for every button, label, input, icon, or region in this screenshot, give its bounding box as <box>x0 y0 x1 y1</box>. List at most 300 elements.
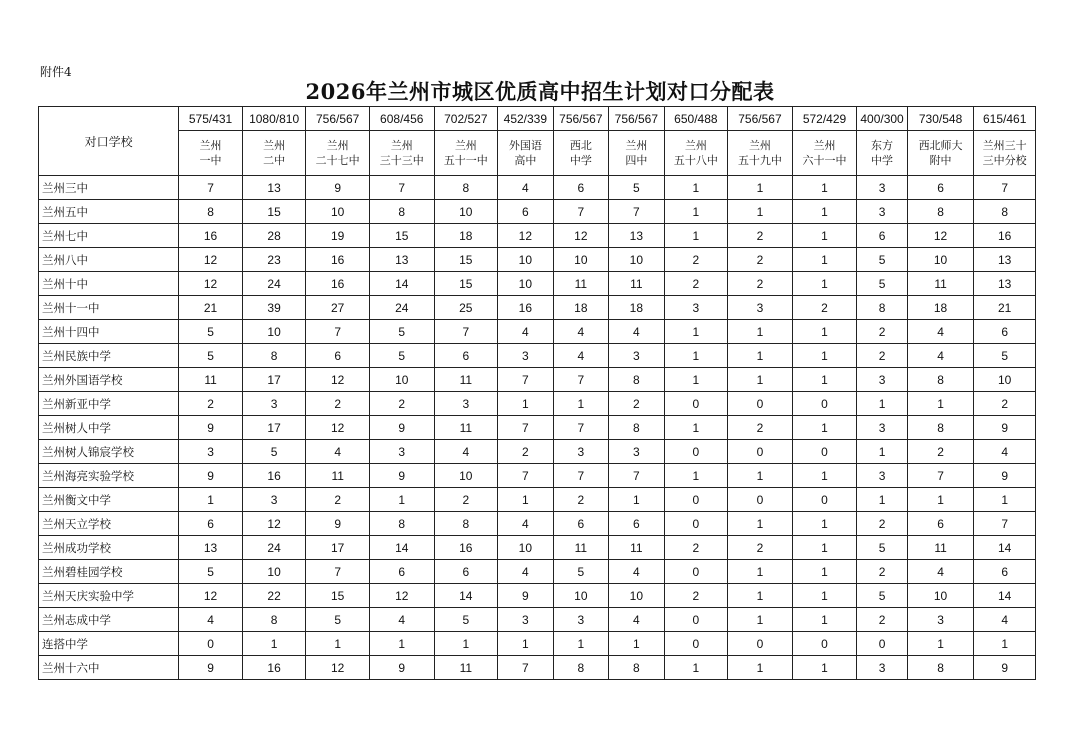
allocation-cell: 8 <box>907 416 974 440</box>
allocation-cell: 4 <box>974 440 1036 464</box>
page-title: 2026年兰州市城区优质高中招生计划对口分配表 <box>305 79 775 104</box>
source-school-cell: 兰州天庆实验中学 <box>39 584 179 608</box>
allocation-cell: 5 <box>974 344 1036 368</box>
allocation-cell: 8 <box>242 344 306 368</box>
quota-header-cell: 730/548 <box>907 107 974 131</box>
allocation-cell: 1 <box>369 488 434 512</box>
allocation-cell: 4 <box>434 440 498 464</box>
allocation-cell: 1 <box>728 656 793 680</box>
allocation-cell: 10 <box>553 248 609 272</box>
allocation-cell: 6 <box>974 560 1036 584</box>
allocation-cell: 1 <box>728 608 793 632</box>
allocation-cell: 10 <box>434 464 498 488</box>
allocation-cell: 7 <box>553 464 609 488</box>
allocation-cell: 7 <box>434 320 498 344</box>
allocation-cell: 1 <box>728 200 793 224</box>
quota-header-cell: 575/431 <box>179 107 243 131</box>
allocation-cell: 4 <box>609 608 665 632</box>
allocation-cell: 0 <box>179 632 243 656</box>
table-row <box>39 656 1036 680</box>
table-row <box>39 200 1036 224</box>
table-row <box>39 608 1036 632</box>
allocation-cell: 12 <box>907 224 974 248</box>
allocation-cell: 12 <box>179 584 243 608</box>
allocation-cell: 4 <box>907 320 974 344</box>
table-row <box>39 584 1036 608</box>
allocation-cell: 15 <box>242 200 306 224</box>
allocation-cell: 27 <box>306 296 370 320</box>
allocation-cell: 14 <box>974 584 1036 608</box>
allocation-cell: 7 <box>498 464 554 488</box>
allocation-cell: 4 <box>609 560 665 584</box>
allocation-cell: 28 <box>242 224 306 248</box>
allocation-cell: 11 <box>179 368 243 392</box>
source-school-cell: 兰州外国语学校 <box>39 368 179 392</box>
allocation-cell: 2 <box>664 248 728 272</box>
allocation-cell: 18 <box>553 296 609 320</box>
allocation-cell: 6 <box>498 200 554 224</box>
allocation-cell: 8 <box>609 656 665 680</box>
allocation-cell: 5 <box>306 608 370 632</box>
allocation-cell: 19 <box>306 224 370 248</box>
source-school-cell: 连搭中学 <box>39 632 179 656</box>
allocation-cell: 5 <box>179 560 243 584</box>
allocation-cell: 5 <box>434 608 498 632</box>
allocation-cell: 0 <box>728 632 793 656</box>
high-school-name-line: 兰州 <box>263 139 286 152</box>
allocation-cell: 1 <box>792 344 857 368</box>
allocation-cell: 6 <box>553 176 609 200</box>
table-row <box>39 248 1036 272</box>
quota-header-cell: 1080/810 <box>242 107 306 131</box>
allocation-cell: 12 <box>179 248 243 272</box>
allocation-cell: 12 <box>498 224 554 248</box>
allocation-cell: 0 <box>792 392 857 416</box>
high-school-header-cell <box>728 131 793 176</box>
allocation-cell: 1 <box>664 416 728 440</box>
allocation-cell: 22 <box>242 584 306 608</box>
allocation-cell: 1 <box>664 368 728 392</box>
allocation-cell: 6 <box>369 560 434 584</box>
allocation-cell: 0 <box>728 488 793 512</box>
allocation-cell: 2 <box>179 392 243 416</box>
high-school-name-line: 三十三中 <box>379 154 424 167</box>
allocation-cell: 1 <box>792 512 857 536</box>
source-school-cell: 兰州五中 <box>39 200 179 224</box>
quota-header-row <box>39 107 1036 131</box>
allocation-cell: 8 <box>907 200 974 224</box>
high-school-name-line: 六十一中 <box>802 154 847 167</box>
allocation-cell: 2 <box>907 440 974 464</box>
allocation-cell: 12 <box>553 224 609 248</box>
allocation-cell: 11 <box>553 272 609 296</box>
allocation-cell: 1 <box>664 656 728 680</box>
allocation-cell: 1 <box>792 464 857 488</box>
table-row <box>39 368 1036 392</box>
source-school-cell: 兰州海亮实验学校 <box>39 464 179 488</box>
high-school-name-line: 兰州 <box>748 139 771 152</box>
high-school-name-line: 兰州 <box>326 139 349 152</box>
allocation-cell: 16 <box>498 296 554 320</box>
allocation-cell: 3 <box>369 440 434 464</box>
allocation-cell: 9 <box>369 656 434 680</box>
allocation-cell: 10 <box>498 248 554 272</box>
source-school-cell: 兰州七中 <box>39 224 179 248</box>
allocation-cell: 10 <box>498 272 554 296</box>
source-school-cell: 兰州十一中 <box>39 296 179 320</box>
allocation-cell: 4 <box>907 344 974 368</box>
allocation-cell: 7 <box>306 560 370 584</box>
allocation-cell: 16 <box>242 656 306 680</box>
high-school-header-cell <box>974 131 1036 176</box>
allocation-cell: 4 <box>907 560 974 584</box>
allocation-cell: 11 <box>434 656 498 680</box>
allocation-cell: 8 <box>434 512 498 536</box>
allocation-cell: 11 <box>609 272 665 296</box>
allocation-cell: 13 <box>974 272 1036 296</box>
allocation-cell: 1 <box>907 392 974 416</box>
allocation-cell: 5 <box>179 344 243 368</box>
allocation-cell: 4 <box>369 608 434 632</box>
allocation-cell: 5 <box>857 584 907 608</box>
allocation-cell: 17 <box>306 536 370 560</box>
allocation-cell: 13 <box>179 536 243 560</box>
high-school-header-cell <box>664 131 728 176</box>
high-school-name-line: 兰州 <box>390 139 413 152</box>
allocation-cell: 7 <box>179 176 243 200</box>
allocation-cell: 25 <box>434 296 498 320</box>
allocation-cell: 6 <box>306 344 370 368</box>
allocation-cell: 1 <box>792 560 857 584</box>
allocation-cell: 1 <box>728 464 793 488</box>
allocation-cell: 8 <box>609 416 665 440</box>
allocation-cell: 1 <box>664 200 728 224</box>
allocation-cell: 3 <box>907 608 974 632</box>
allocation-cell: 1 <box>792 200 857 224</box>
allocation-cell: 10 <box>609 584 665 608</box>
allocation-cell: 11 <box>907 272 974 296</box>
allocation-cell: 3 <box>553 608 609 632</box>
high-school-name-line: 中学 <box>569 154 592 167</box>
allocation-cell: 0 <box>857 632 907 656</box>
allocation-cell: 1 <box>907 632 974 656</box>
source-school-cell: 兰州新亚中学 <box>39 392 179 416</box>
allocation-cell: 2 <box>974 392 1036 416</box>
allocation-cell: 3 <box>434 392 498 416</box>
allocation-cell: 3 <box>857 464 907 488</box>
allocation-cell: 3 <box>179 440 243 464</box>
allocation-cell: 4 <box>498 512 554 536</box>
allocation-cell: 1 <box>553 632 609 656</box>
allocation-cell: 1 <box>857 440 907 464</box>
allocation-cell: 11 <box>553 536 609 560</box>
table-row <box>39 224 1036 248</box>
allocation-cell: 8 <box>553 656 609 680</box>
allocation-cell: 1 <box>553 392 609 416</box>
allocation-cell: 1 <box>728 368 793 392</box>
high-school-header-cell <box>609 131 665 176</box>
allocation-cell: 21 <box>179 296 243 320</box>
allocation-cell: 7 <box>609 200 665 224</box>
allocation-cell: 6 <box>434 560 498 584</box>
allocation-cell: 4 <box>553 344 609 368</box>
allocation-cell: 0 <box>664 512 728 536</box>
allocation-cell: 7 <box>553 200 609 224</box>
allocation-cell: 1 <box>306 632 370 656</box>
allocation-cell: 6 <box>553 512 609 536</box>
quota-header-cell: 702/527 <box>434 107 498 131</box>
allocation-cell: 1 <box>664 344 728 368</box>
allocation-cell: 1 <box>369 632 434 656</box>
allocation-cell: 10 <box>434 200 498 224</box>
high-school-name-line: 五十九中 <box>737 154 782 167</box>
allocation-cell: 8 <box>434 176 498 200</box>
high-school-name-line: 西北 <box>569 139 592 152</box>
allocation-cell: 12 <box>179 272 243 296</box>
allocation-cell: 3 <box>498 608 554 632</box>
allocation-cell: 1 <box>792 584 857 608</box>
allocation-cell: 3 <box>609 440 665 464</box>
allocation-cell: 2 <box>857 560 907 584</box>
allocation-cell: 12 <box>369 584 434 608</box>
allocation-cell: 4 <box>498 320 554 344</box>
high-school-name-line: 兰州 <box>454 139 477 152</box>
allocation-cell: 0 <box>664 392 728 416</box>
allocation-cell: 23 <box>242 248 306 272</box>
table-row <box>39 632 1036 656</box>
allocation-cell: 11 <box>907 536 974 560</box>
allocation-cell: 15 <box>434 248 498 272</box>
allocation-cell: 11 <box>609 536 665 560</box>
allocation-cell: 4 <box>498 176 554 200</box>
allocation-cell: 0 <box>792 488 857 512</box>
quota-header-cell: 650/488 <box>664 107 728 131</box>
allocation-cell: 1 <box>792 368 857 392</box>
table-row <box>39 272 1036 296</box>
allocation-cell: 10 <box>974 368 1036 392</box>
allocation-cell: 6 <box>179 512 243 536</box>
allocation-cell: 1 <box>728 560 793 584</box>
allocation-cell: 18 <box>434 224 498 248</box>
allocation-cell: 7 <box>974 176 1036 200</box>
high-school-name-line: 东方 <box>871 139 894 152</box>
allocation-cell: 1 <box>792 320 857 344</box>
allocation-cell: 2 <box>728 272 793 296</box>
allocation-cell: 3 <box>242 488 306 512</box>
table-row <box>39 464 1036 488</box>
allocation-cell: 7 <box>498 416 554 440</box>
allocation-cell: 15 <box>369 224 434 248</box>
allocation-cell: 8 <box>179 200 243 224</box>
allocation-cell: 4 <box>609 320 665 344</box>
allocation-cell: 2 <box>857 512 907 536</box>
high-school-header-cell <box>498 131 554 176</box>
source-school-cell: 兰州志成中学 <box>39 608 179 632</box>
allocation-cell: 2 <box>857 320 907 344</box>
allocation-cell: 8 <box>242 608 306 632</box>
high-school-name-line: 五十八中 <box>673 154 718 167</box>
allocation-cell: 15 <box>306 584 370 608</box>
allocation-cell: 39 <box>242 296 306 320</box>
allocation-cell: 1 <box>664 464 728 488</box>
allocation-cell: 12 <box>242 512 306 536</box>
source-school-cell: 兰州民族中学 <box>39 344 179 368</box>
allocation-cell: 12 <box>306 416 370 440</box>
allocation-cell: 9 <box>974 464 1036 488</box>
quota-header-cell: 572/429 <box>792 107 857 131</box>
allocation-cell: 1 <box>498 488 554 512</box>
allocation-cell: 0 <box>664 488 728 512</box>
high-school-name-line: 外国语 <box>508 139 542 152</box>
allocation-cell: 7 <box>907 464 974 488</box>
high-school-name-line: 兰州 <box>813 139 836 152</box>
allocation-cell: 18 <box>609 296 665 320</box>
high-school-name-line: 附中 <box>929 154 952 167</box>
high-school-name-line: 兰州 <box>625 139 648 152</box>
source-school-cell: 兰州十六中 <box>39 656 179 680</box>
allocation-cell: 1 <box>792 536 857 560</box>
allocation-cell: 9 <box>974 656 1036 680</box>
allocation-cell: 7 <box>553 416 609 440</box>
allocation-cell: 2 <box>857 344 907 368</box>
allocation-cell: 2 <box>369 392 434 416</box>
allocation-cell: 2 <box>728 536 793 560</box>
allocation-cell: 17 <box>242 416 306 440</box>
allocation-cell: 3 <box>857 656 907 680</box>
table-row <box>39 320 1036 344</box>
allocation-cell: 1 <box>728 176 793 200</box>
allocation-cell: 1 <box>792 224 857 248</box>
quota-header-cell: 615/461 <box>974 107 1036 131</box>
allocation-cell: 1 <box>857 392 907 416</box>
quota-header-cell: 608/456 <box>369 107 434 131</box>
allocation-cell: 10 <box>553 584 609 608</box>
allocation-cell: 11 <box>306 464 370 488</box>
allocation-cell: 1 <box>728 512 793 536</box>
allocation-cell: 6 <box>609 512 665 536</box>
allocation-cell: 2 <box>609 392 665 416</box>
allocation-cell: 8 <box>369 200 434 224</box>
high-school-name-line: 西北师大 <box>918 139 963 152</box>
allocation-cell: 1 <box>857 488 907 512</box>
high-school-name-line: 二十七中 <box>315 154 360 167</box>
allocation-cell: 5 <box>179 320 243 344</box>
allocation-cell: 8 <box>974 200 1036 224</box>
allocation-cell: 13 <box>609 224 665 248</box>
allocation-cell: 24 <box>369 296 434 320</box>
allocation-cell: 13 <box>369 248 434 272</box>
allocation-cell: 24 <box>242 272 306 296</box>
allocation-cell: 11 <box>434 368 498 392</box>
allocation-cell: 13 <box>242 176 306 200</box>
allocation-cell: 2 <box>664 536 728 560</box>
allocation-cell: 0 <box>728 392 793 416</box>
allocation-cell: 17 <box>242 368 306 392</box>
allocation-cell: 16 <box>306 248 370 272</box>
quota-header-cell: 452/339 <box>498 107 554 131</box>
allocation-cell: 0 <box>728 440 793 464</box>
allocation-cell: 3 <box>857 416 907 440</box>
allocation-cell: 2 <box>434 488 498 512</box>
allocation-cell: 0 <box>664 608 728 632</box>
allocation-cell: 16 <box>179 224 243 248</box>
corner-header: 对口学校 <box>39 107 179 176</box>
table-row <box>39 416 1036 440</box>
allocation-cell: 0 <box>664 560 728 584</box>
allocation-cell: 9 <box>974 416 1036 440</box>
allocation-cell: 3 <box>857 368 907 392</box>
allocation-cell: 9 <box>179 656 243 680</box>
high-school-name-line: 五十一中 <box>443 154 488 167</box>
high-school-header-cell <box>907 131 974 176</box>
allocation-cell: 21 <box>974 296 1036 320</box>
allocation-cell: 2 <box>664 272 728 296</box>
table-row <box>39 392 1036 416</box>
source-school-cell: 兰州三中 <box>39 176 179 200</box>
high-school-header-cell <box>857 131 907 176</box>
allocation-cell: 15 <box>434 272 498 296</box>
table-row <box>39 344 1036 368</box>
high-school-name-line: 中学 <box>871 154 894 167</box>
table-row <box>39 560 1036 584</box>
allocation-cell: 2 <box>664 584 728 608</box>
allocation-cell: 10 <box>907 584 974 608</box>
allocation-cell: 6 <box>907 512 974 536</box>
allocation-cell: 2 <box>728 248 793 272</box>
allocation-cell: 10 <box>242 320 306 344</box>
allocation-cell: 5 <box>857 272 907 296</box>
allocation-cell: 16 <box>306 272 370 296</box>
table-row <box>39 488 1036 512</box>
allocation-cell: 9 <box>369 464 434 488</box>
allocation-cell: 1 <box>728 320 793 344</box>
high-school-header-cell <box>434 131 498 176</box>
allocation-cell: 10 <box>242 560 306 584</box>
allocation-cell: 5 <box>242 440 306 464</box>
allocation-cell: 1 <box>498 392 554 416</box>
allocation-cell: 12 <box>306 656 370 680</box>
allocation-cell: 2 <box>792 296 857 320</box>
allocation-cell: 4 <box>553 320 609 344</box>
high-school-header-cell <box>553 131 609 176</box>
high-school-name-line: 兰州三十 <box>982 139 1027 152</box>
allocation-cell: 3 <box>857 176 907 200</box>
allocation-cell: 8 <box>857 296 907 320</box>
quota-header-cell: 756/567 <box>609 107 665 131</box>
high-school-header-cell <box>792 131 857 176</box>
high-school-header-cell <box>369 131 434 176</box>
allocation-cell: 14 <box>434 584 498 608</box>
source-school-cell: 兰州八中 <box>39 248 179 272</box>
allocation-cell: 1 <box>664 224 728 248</box>
source-school-cell: 兰州树人中学 <box>39 416 179 440</box>
allocation-cell: 1 <box>434 632 498 656</box>
allocation-cell: 1 <box>907 488 974 512</box>
source-school-cell: 兰州成功学校 <box>39 536 179 560</box>
allocation-cell: 1 <box>664 176 728 200</box>
allocation-cell: 7 <box>498 368 554 392</box>
allocation-cell: 6 <box>434 344 498 368</box>
allocation-cell: 7 <box>369 176 434 200</box>
allocation-cell: 5 <box>857 248 907 272</box>
table-row <box>39 296 1036 320</box>
allocation-cell: 1 <box>498 632 554 656</box>
high-school-name-line: 兰州 <box>684 139 707 152</box>
high-school-name-line: 四中 <box>625 154 648 167</box>
allocation-cell: 11 <box>434 416 498 440</box>
allocation-cell: 8 <box>907 368 974 392</box>
allocation-cell: 2 <box>857 608 907 632</box>
